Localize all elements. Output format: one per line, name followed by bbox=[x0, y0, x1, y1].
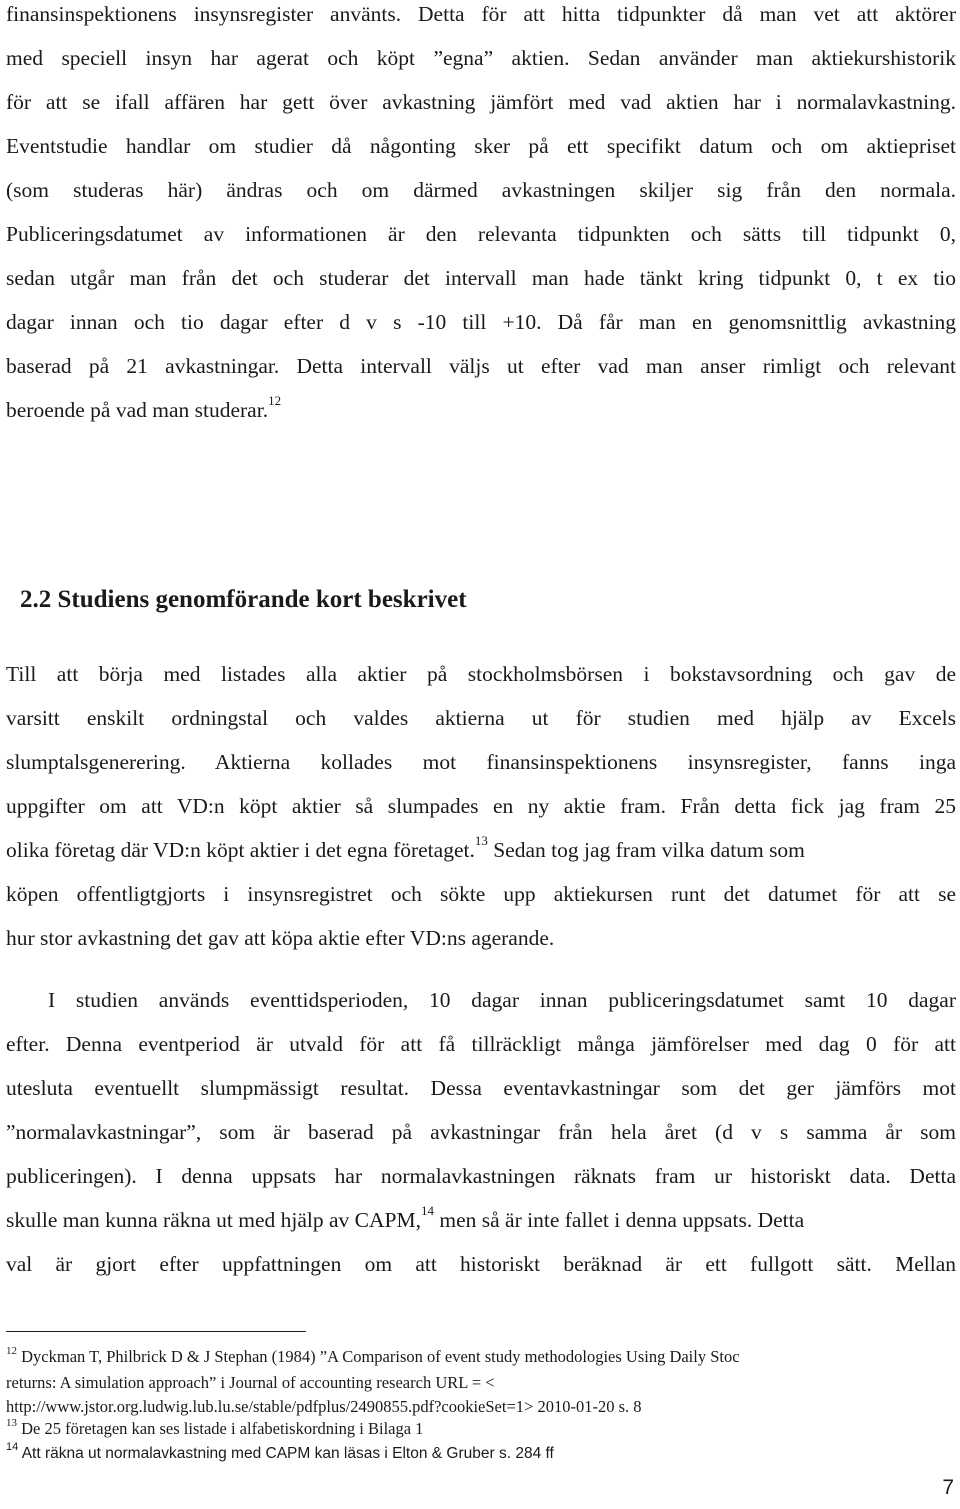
footnote-line bbox=[6, 1417, 956, 1443]
footnote-text: Dyckman T, Philbrick D & J Stephan (1984) ”A Comparison of event study methodologies Using Daily Stoc bbox=[21, 1347, 740, 1366]
text-line: sedan utgår man från det och studerar det intervall man hade tänkt kring tidpunkt 0, t ex tio bbox=[6, 266, 956, 290]
text-line: varsitt enskilt ordningstal och valdes aktierna ut för studien med hjälp av Excels bbox=[6, 706, 956, 730]
footnote-ref-12[interactable]: 12 bbox=[268, 393, 282, 408]
footnote-ref-14[interactable]: 14 bbox=[421, 1203, 434, 1218]
text-line-content: olika företag där VD:n köpt aktier i det egna företaget. bbox=[6, 838, 475, 862]
footnote-line bbox=[6, 1442, 956, 1467]
text-line: baserad på 21 avkastningar. Detta intervall väljs ut efter vad man anser rimligt och relevant bbox=[6, 354, 956, 378]
text-line: ”normalavkastningar”, som är baserad på avkastningar från hela året (d v s samma år som bbox=[6, 1120, 956, 1144]
text-line-content: Sedan tog jag fram vilka datum som bbox=[487, 838, 805, 862]
footnote-text: Att räkna ut normalavkastning med CAPM kan läsas i Elton & Gruber s. 284 ff bbox=[21, 1445, 554, 1462]
section-paragraph-1 bbox=[6, 652, 956, 960]
footnote-line bbox=[6, 1345, 956, 1371]
text-line: Eventstudie handlar om studier då någonting sker på ett specifikt datum och om aktiepriset bbox=[6, 134, 956, 158]
footnote-url[interactable]: http://www.jstor.org.ludwig.lub.lu.se/stable/pdfplus/2490855.pdf?cookieSet=1> 2010-01-20 s. 8 bbox=[6, 1397, 642, 1416]
text-line-content: men så är inte fallet i denna uppsats. Detta bbox=[434, 1208, 805, 1232]
text-line-content: skulle man kunna räkna ut med hjälp av CAPM, bbox=[6, 1208, 421, 1232]
text-line bbox=[6, 1198, 956, 1242]
text-line-content: beroende på vad man studerar. bbox=[6, 398, 269, 422]
text-line: (som studeras här) ändras och om därmed avkastningen skiljer sig från den normala. bbox=[6, 178, 956, 202]
text-line: efter. Denna eventperiod är utvald för att få tillräckligt många jämförelser med dag 0 för att bbox=[6, 1032, 956, 1056]
footnote-13 bbox=[6, 1417, 956, 1443]
intro-paragraph bbox=[6, 0, 956, 432]
text-line bbox=[6, 828, 956, 872]
text-line: Publiceringsdatumet av informationen är den relevanta tidpunkten och sätts till tidpunkt 0, bbox=[6, 222, 956, 246]
section-heading: 2.2 Studiens genomförande kort beskrivet bbox=[20, 586, 467, 613]
footnote-number: 13 bbox=[6, 1417, 17, 1429]
text-line: publiceringen). I denna uppsats har normalavkastningen räknats fram ur historiskt data. Detta bbox=[6, 1164, 956, 1188]
text-line bbox=[6, 388, 956, 432]
footnote-line: returns: A simulation approach” i Journal of accounting research URL = < bbox=[6, 1373, 495, 1392]
text-line: dagar innan och tio dagar efter d v s -10 till +10. Då får man en genomsnittlig avkastning bbox=[6, 310, 956, 334]
text-line: Till att börja med listades alla aktier på stockholmsbörsen i bokstavsordning och gav de bbox=[6, 662, 956, 686]
footnote-ref-13[interactable]: 13 bbox=[474, 833, 488, 848]
footnote-14 bbox=[6, 1442, 956, 1467]
text-line: köpen offentligtgjorts i insynsregistret och sökte upp aktiekursen runt det datumet för att se bbox=[6, 882, 956, 906]
text-line: I studien används eventtidsperioden, 10 dagar innan publiceringsdatumet samt 10 dagar bbox=[48, 988, 956, 1012]
text-line: slumptalsgenerering. Aktierna kollades mot finansinspektionens insynsregister, fanns inga bbox=[6, 750, 956, 774]
section-paragraph-2 bbox=[6, 978, 956, 1286]
footnote-number: 12 bbox=[6, 1345, 17, 1357]
footnote-text: De 25 företagen kan ses listade i alfabetiskordning i Bilaga 1 bbox=[21, 1419, 424, 1438]
footnote-number: 14 bbox=[6, 1441, 19, 1453]
footnote-separator bbox=[6, 1331, 306, 1332]
footnote-12 bbox=[6, 1345, 956, 1419]
page-number: 7 bbox=[942, 1476, 954, 1499]
text-line: för att se ifall affären har gett över avkastning jämfört med vad aktien har i normalavkastning. bbox=[6, 90, 956, 114]
text-line: val är gjort efter uppfattningen om att historiskt beräknad är ett fullgott sätt. Mellan bbox=[6, 1252, 956, 1276]
text-line: hur stor avkastning det gav att köpa aktie efter VD:ns agerande. bbox=[6, 926, 555, 950]
text-line: uppgifter om att VD:n köpt aktier så slumpades en ny aktie fram. Från detta fick jag fram 25 bbox=[6, 794, 956, 818]
text-line: utesluta eventuellt slumpmässigt resultat. Dessa eventavkastningar som det ger jämförs mot bbox=[6, 1076, 956, 1100]
text-line: finansinspektionens insynsregister använts. Detta för att hitta tidpunkter då man vet att aktörer bbox=[6, 2, 956, 26]
text-line: med speciell insyn har agerat och köpt ”egna” aktien. Sedan använder man aktiekurshistorik bbox=[6, 46, 956, 70]
